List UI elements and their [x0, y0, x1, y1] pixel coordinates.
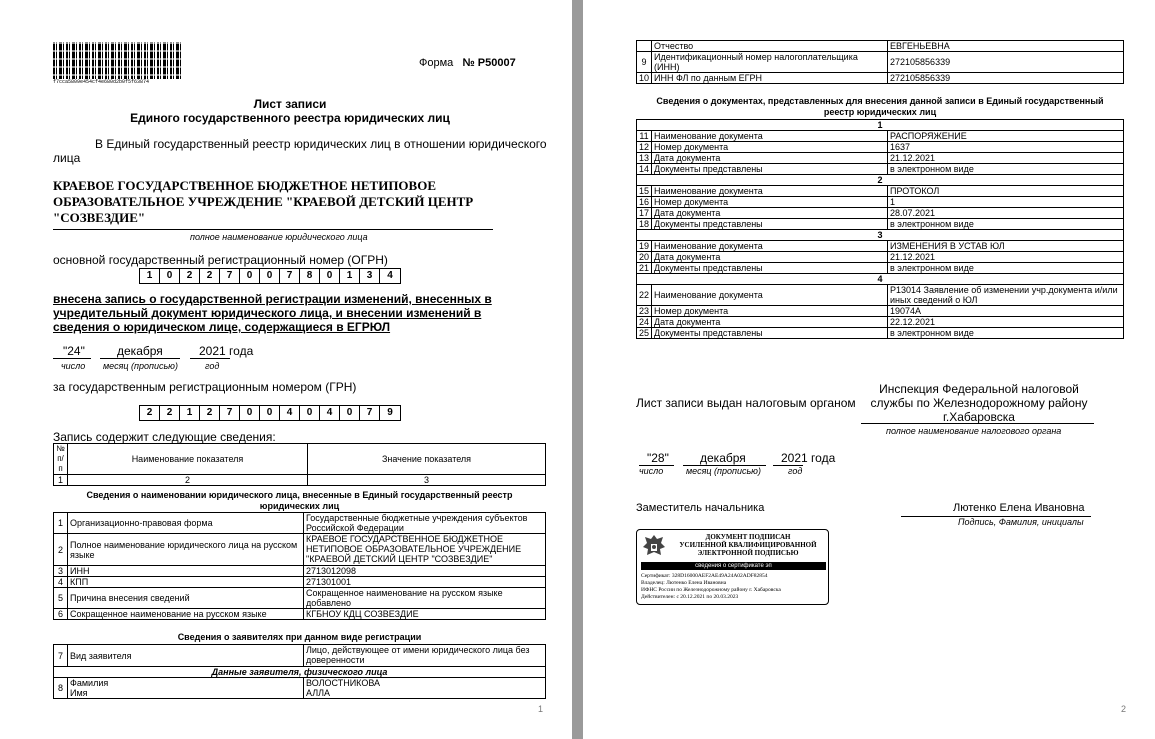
table-row: 1 Организационно-правовая форма Государственные бюджетные учреждения субъектов Российской Федерации	[54, 513, 546, 534]
digit-cell: 0	[300, 406, 320, 420]
table-row: 16 Номер документа 1	[637, 197, 1124, 208]
digit-cell: 9	[387, 407, 393, 418]
intro-text-2: лица	[53, 151, 81, 165]
barcode	[53, 42, 183, 79]
table-row: 12 Номер документа 1637	[637, 142, 1124, 153]
entry-date-year: 2021 года	[199, 344, 254, 358]
contains-label: Запись содержит следующие сведения:	[53, 430, 276, 444]
signer-caption: Подпись, Фамилия, инициалы	[958, 517, 1084, 527]
page-number: 1	[538, 704, 544, 714]
table-row: 18 Документы представлены в электронном виде	[637, 219, 1124, 230]
coat-of-arms-icon	[641, 533, 667, 561]
digit-cell: 4	[387, 270, 393, 281]
table-row: 17 Дата документа 28.07.2021	[637, 208, 1124, 219]
organization-name-caption: полное наименование юридического лица	[190, 232, 368, 242]
table-row: Отчество ЕВГЕНЬЕВНА	[637, 41, 1124, 52]
form-label: Форма № Р50007	[419, 57, 516, 69]
certificate-details: Сертификат: 328D16000AEF2AE49A24A02ADF82854 Владелец: Лютенко Елена Ивановна ИФНС России по Железнодорожному району г. Хабаровска Действителен: с 20.12.2021 по 20.03.2023	[641, 573, 781, 600]
section1-title: Сведения о наименовании юридического лица, внесенные в Единый государственный реестр юридических лиц	[86, 490, 513, 511]
caption-day: число	[61, 361, 86, 371]
digit-cell: 7	[220, 406, 240, 420]
electronic-signature-stamp: ДОКУМЕНТ ПОДПИСАН УСИЛЕННОЙ КВАЛИФИЦИРОВАННОЙ ЭЛЕКТРОННОЙ ПОДПИСЬЮ сведения о сертификате эп Сертификат: 328D16000AEF2AE49A24A02ADF82854 Владелец: Лютенко Елена Ивановна ИФНС России по Железнодорожному району г. Хабаровска Действителен: с 20.12.2021 по 20.03.2023	[636, 529, 829, 605]
document-page-1	[0, 0, 572, 739]
digit-cell: 2	[200, 406, 220, 420]
signer-position: Заместитель начальника	[636, 502, 765, 514]
document-subtitle: Единого государственного реестра юридических лиц	[130, 111, 450, 125]
continued-table	[636, 40, 1124, 84]
barcode-text: f7cca5809e454cf4e680d2b0f5f63874	[53, 79, 150, 85]
issued-label: Лист записи выдан налоговым органом	[636, 396, 856, 410]
grn-digits	[139, 405, 401, 421]
issue-date-year: 2021 года	[781, 451, 836, 465]
digit-cell: 0	[260, 269, 280, 283]
table-row: 8 Фамилия Имя ВОЛОСТНИКОВА АЛЛА	[54, 678, 546, 699]
section2-table	[53, 644, 546, 699]
header-table: № п/п Наименование показателя Значение показателя 1 2 3	[53, 443, 546, 486]
digit-cell: 3	[360, 269, 380, 283]
intro-text: В Единый государственный реестр юридических лиц в отношении юридического	[95, 137, 547, 151]
digit-cell: 1	[340, 269, 360, 283]
digit-cell: 0	[260, 406, 280, 420]
table-row: Данные заявителя, физического лица	[54, 667, 546, 678]
digit-cell: 0	[240, 269, 260, 283]
table-row: 4 КПП 271301001	[54, 577, 546, 588]
signer-name: Лютенко Елена Ивановна	[953, 502, 1085, 514]
issue-date-day: "28"	[647, 451, 669, 465]
table-row: 19 Наименование документа ИЗМЕНЕНИЯ В УСТАВ ЮЛ	[637, 241, 1124, 252]
table-row: 5 Причина внесения сведений Сокращенное наименование на русском языке добавлено	[54, 588, 546, 609]
digit-cell: 0	[320, 269, 340, 283]
digit-cell: 0	[160, 269, 180, 283]
table-row: 13 Дата документа 21.12.2021	[637, 153, 1124, 164]
certificate-header: сведения о сертификате эп	[641, 562, 826, 570]
caption-year: год	[205, 361, 220, 371]
caption-year: год	[788, 466, 803, 476]
table-row: 25 Документы представлены в электронном виде	[637, 328, 1124, 339]
table-row: 2 Полное наименование юридического лица на русском языке КРАЕВОЕ ГОСУДАРСТВЕННОЕ БЮДЖЕТНОЕ НЕТИПОВОЕ ОБРАЗОВАТЕЛЬНОЕ УЧРЕЖДЕНИЕ "КРАЕВОЙ ДЕТСКИЙ ЦЕНТР "СОЗВЕЗДИЕ"	[54, 534, 546, 566]
organization-name: КРАЕВОЕ ГОСУДАРСТВЕННОЕ БЮДЖЕТНОЕ НЕТИПОВОЕ ОБРАЗОВАТЕЛЬНОЕ УЧРЕЖДЕНИЕ "КРАЕВОЙ ДЕТСКИЙ ЦЕНТР "СОЗВЕЗДИЕ"	[53, 178, 474, 225]
page-number: 2	[1121, 704, 1127, 714]
entry-date-month: декабря	[117, 344, 163, 358]
digit-cell: 7	[280, 269, 300, 283]
grn-label: за государственным регистрационным номером (ГРН)	[53, 380, 357, 394]
tax-authority-caption: полное наименование налогового органа	[886, 426, 1062, 436]
table-row: 9 Идентификационный номер налогоплательщика (ИНН) 272105856339	[637, 52, 1124, 73]
table-row: 23 Номер документа 19074А	[637, 306, 1124, 317]
section1-table	[53, 512, 546, 620]
tax-authority-name: Инспекция Федеральной налоговой службы по Железнодорожному району г.Хабаровска	[870, 382, 1088, 424]
table-row: 15 Наименование документа ПРОТОКОЛ	[637, 186, 1124, 197]
digit-cell: 8	[300, 269, 320, 283]
table-row: 22 Наименование документа Р13014 Заявление об изменении учр.документа и/или иных сведений о ЮЛ	[637, 285, 1124, 306]
digit-cell: 2	[180, 269, 200, 283]
digit-cell: 4	[320, 406, 340, 420]
digit-cell: 7	[360, 406, 380, 420]
digit-cell: 0	[240, 406, 260, 420]
issue-date-month: декабря	[700, 451, 746, 465]
caption-day: число	[639, 466, 664, 476]
digit-cell: 1	[140, 269, 160, 283]
caption-month: месяц (прописью)	[103, 361, 178, 371]
section2-title: Сведения о заявителях при данном виде регистрации	[177, 632, 422, 642]
documents-table: 1 11 Наименование документа РАСПОРЯЖЕНИЕ 12 Номер документа 1637 13 Дата документа 21.12.2021 14 Документы представлены в электронном виде 2 15 Наименование документа ПРОТОКОЛ 16 Номер документа 1 17 Дата документа 28.07.2021 18 Документы представлены в электронном виде 3 19 Наименование документа ИЗМЕНЕНИЯ В УСТАВ ЮЛ 20 Дата документа 21.12.2021 21 Документы представлены в электронном виде 4 22 Наименование документа Р13014 Заявление об изменении учр.документа и/или иных сведений о ЮЛ 23 Номер документа 19074А 24 Дата документа 22.12.2021 25 Документы представлены в электронном виде	[636, 119, 1124, 339]
table-row: 14 Документы представлены в электронном виде	[637, 164, 1124, 175]
table-row: 10 ИНН ФЛ по данным ЕГРН 272105856339	[637, 73, 1124, 84]
table-row: 7 Вид заявителя Лицо, действующее от имени юридического лица без доверенности	[54, 645, 546, 667]
table-row: 20 Дата документа 21.12.2021	[637, 252, 1124, 263]
table-row: 24 Дата документа 22.12.2021	[637, 317, 1124, 328]
ogrn-digits	[139, 268, 401, 284]
table-row: 6 Сокращенное наименование на русском языке КГБНОУ КДЦ СОЗВЕЗДИЕ	[54, 609, 546, 620]
digit-cell: 2	[140, 406, 160, 420]
table-row: 3 ИНН 2713012098	[54, 566, 546, 577]
digit-cell: 1	[180, 406, 200, 420]
entry-statement: внесена запись о государственной регистрации изменений, внесенных в учредительный документ юридического лица, и внесении изменений в сведения о юридическом лице, содержащиеся в ЕГРЮЛ	[53, 292, 492, 334]
digit-cell: 2	[160, 406, 180, 420]
digit-cell: 4	[280, 406, 300, 420]
caption-month: месяц (прописью)	[686, 466, 761, 476]
digit-cell: 7	[220, 269, 240, 283]
ogrn-label: основной государственный регистрационный номер (ОГРН)	[53, 253, 388, 267]
document-page-2	[583, 0, 1155, 739]
digit-cell: 2	[200, 269, 220, 283]
documents-section-title: Сведения о документах, представленных для внесения данной записи в Единый государственный реестр юридических лиц	[656, 96, 1104, 117]
table-row: 11 Наименование документа РАСПОРЯЖЕНИЕ	[637, 131, 1124, 142]
digit-cell: 0	[340, 406, 360, 420]
document-title: Лист записи	[253, 97, 327, 111]
entry-date-day: "24"	[63, 344, 85, 358]
table-row: 21 Документы представлены в электронном виде	[637, 263, 1124, 274]
